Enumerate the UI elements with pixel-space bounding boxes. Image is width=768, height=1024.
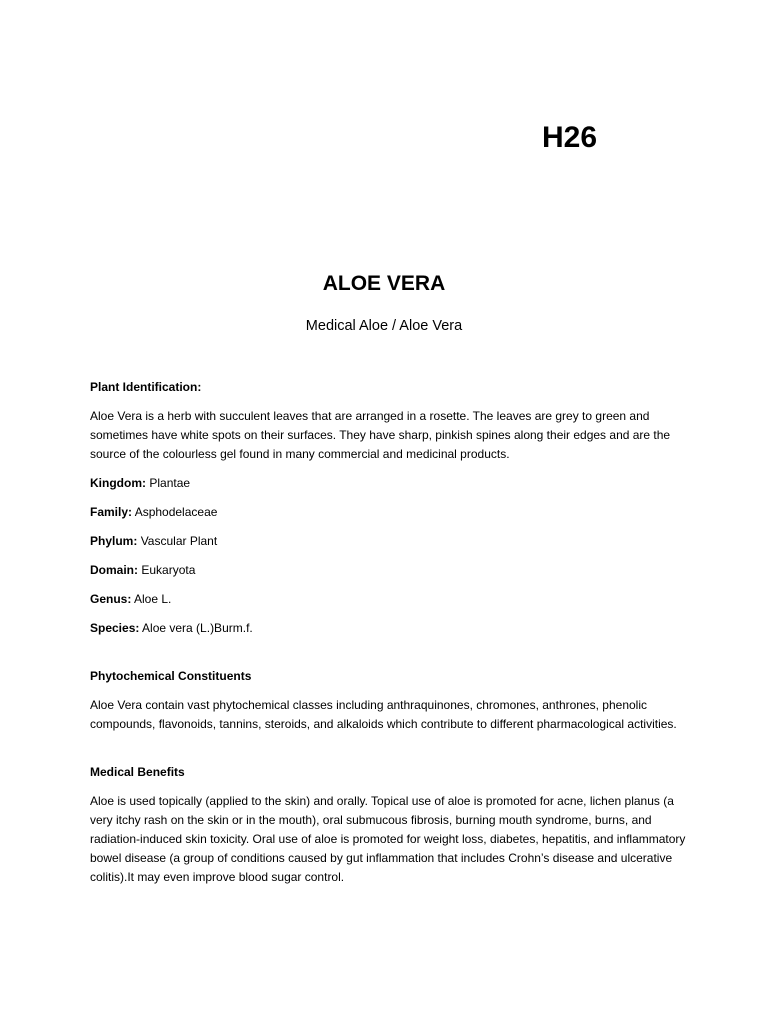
- taxonomy-label: Kingdom:: [90, 476, 146, 490]
- page-subtitle: Medical Aloe / Aloe Vera: [305, 318, 463, 334]
- document-body: [90, 378, 690, 897]
- taxonomy-family: [90, 503, 690, 522]
- taxonomy-value: Aloe L.: [134, 592, 172, 606]
- identification-description: Aloe Vera is a herb with succulent leaves that are arranged in a rosette. The leaves are grey to green and sometimes have white spots on their surfaces. They have sharp, pinkish spines along their edges and are the source of the colourless gel found in many commercial and medicinal products.: [90, 409, 671, 461]
- taxonomy-species: [90, 619, 690, 638]
- document-code: H26: [542, 121, 598, 154]
- taxonomy-value: Aloe vera (L.)Burm.f.: [142, 621, 253, 635]
- taxonomy-label: Family:: [90, 505, 133, 519]
- identification-heading: Plant Identification:: [90, 380, 202, 394]
- section-spacer: [90, 744, 690, 763]
- taxonomy-value: Eukaryota: [141, 563, 196, 577]
- taxonomy-value: Vascular Plant: [140, 534, 218, 548]
- taxonomy-kingdom: [90, 474, 690, 493]
- page-title: ALOE VERA: [322, 272, 446, 295]
- taxonomy-label: Domain:: [90, 563, 138, 577]
- taxonomy-value: Asphodelaceae: [134, 505, 218, 519]
- taxonomy-domain: [90, 561, 690, 580]
- phytochemical-text: Aloe Vera contain vast phytochemical classes including anthraquinones, chromones, anthrones, phenolic compounds, flavonoids, tannins, steroids, and alkaloids which contribute to different pharmacological activities.: [90, 698, 677, 731]
- section-spacer: [90, 648, 690, 667]
- phytochemical-heading: Phytochemical Constituents: [90, 669, 252, 683]
- taxonomy-label: Phylum:: [90, 534, 138, 548]
- benefits-heading: Medical Benefits: [90, 765, 185, 779]
- taxonomy-label: Genus:: [90, 592, 132, 606]
- benefits-text: Aloe is used topically (applied to the skin) and orally. Topical use of aloe is promoted for acne, lichen planus (a very itchy rash on the skin or in the mouth), oral submucous fibrosis, burning mouth syndrome, burns, and radiation-induced skin toxicity. Oral use of aloe is promoted for weight loss, diabetes, hepatitis, and inflammatory bowel disease (a group of conditions caused by gut inflammation that includes Crohn’s disease and ulcerative colitis).It may even improve blood sugar control.: [90, 794, 686, 884]
- taxonomy-label: Species:: [90, 621, 140, 635]
- taxonomy-phylum: [90, 532, 690, 551]
- taxonomy-value: Plantae: [149, 476, 191, 490]
- taxonomy-genus: [90, 590, 690, 609]
